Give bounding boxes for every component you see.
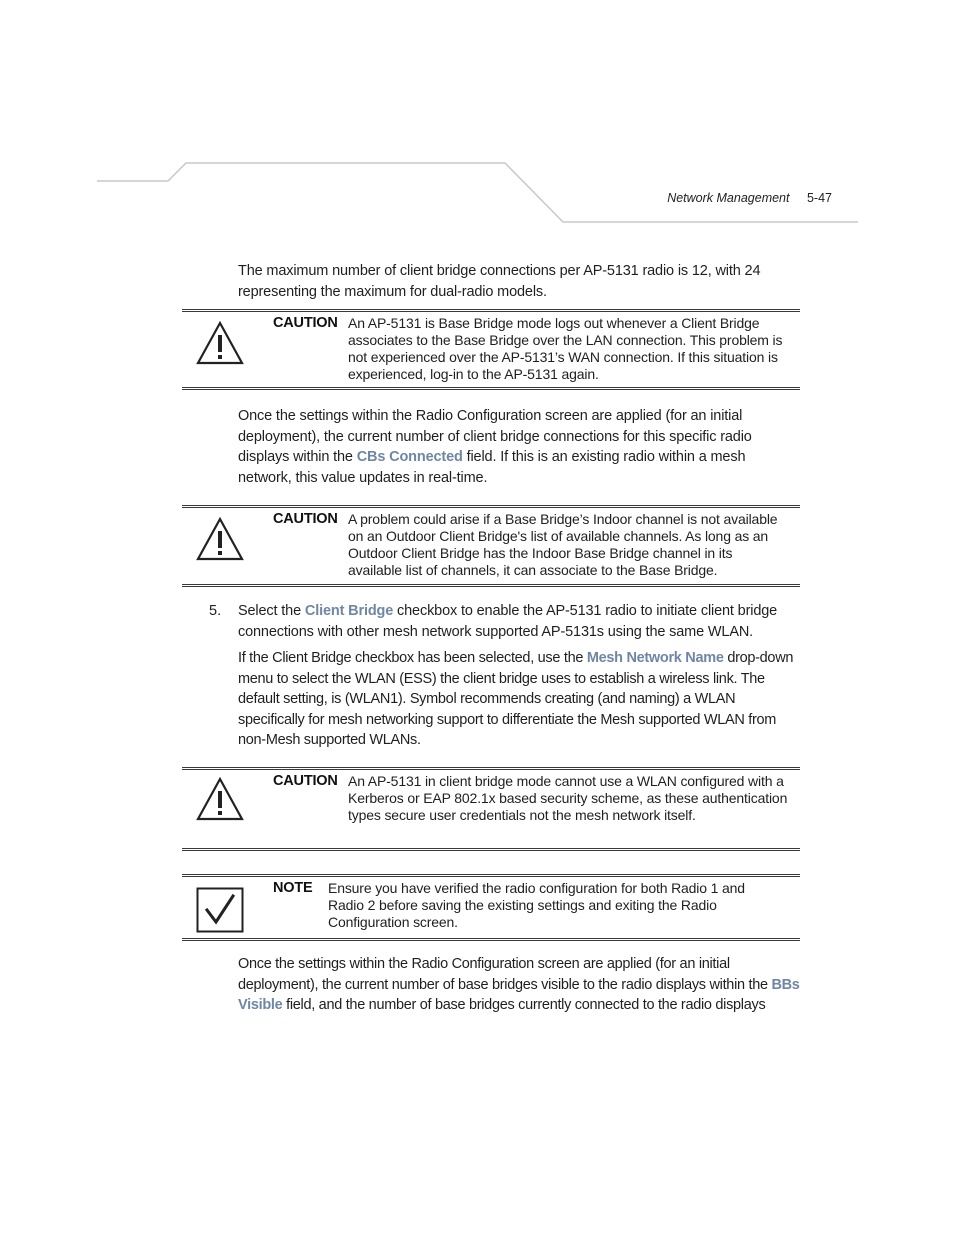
checkmark-box-icon <box>196 887 244 933</box>
warning-triangle-icon <box>195 516 245 562</box>
paragraph-max-connections: The maximum number of client bridge connections per AP-5131 radio is 12, with 24 representing the maximum for dual-radio models. <box>238 263 761 300</box>
field-name-mesh-network-name: Mesh Network Name <box>586 650 724 666</box>
paragraph-cbs-connected <box>238 406 800 488</box>
caution-box-2 <box>182 505 800 587</box>
p4-text-a: Once the settings within the Radio Configuration screen are applied (for an initial deployment), the current number of base bridges visible to the radio displays within the <box>238 956 772 993</box>
paragraph-bbs-visible <box>238 954 800 1016</box>
field-name-bbs-visible: BBs Visible <box>238 976 800 1013</box>
field-name-cbs-connected: CBs Connected <box>356 449 463 465</box>
header-page-number: 5-47 <box>806 191 832 205</box>
p2-text-a: Once the settings within the Radio Configuration screen are applied (for an initial deployment), the current number of client bridge connections for this specific radio displays within the <box>238 408 752 465</box>
step-5-text <box>238 601 800 642</box>
step-number: 5. <box>209 603 222 619</box>
warning-triangle-icon <box>195 320 245 366</box>
header-section-title: Network Management <box>667 191 790 205</box>
caution-label: CAUTION <box>273 315 338 331</box>
note-box <box>182 874 800 941</box>
note-label: NOTE <box>273 880 313 896</box>
p4-text-b: field, and the number of base bridges currently connected to the radio displays <box>282 997 766 1013</box>
caution-label: CAUTION <box>273 511 338 527</box>
p3-text-b: drop-down menu to select the WLAN (ESS) the client bridge uses to establish a wireless link. The default setting, is (WLAN1). Symbol recommends creating (and naming) a WLAN specifically for mesh networking support to differentiate the Mesh supported WLAN from non-Mesh supported WLANs. <box>238 650 794 748</box>
caution-box-1 <box>182 309 800 390</box>
page-header <box>667 191 832 205</box>
caution-text: An AP-5131 in client bridge mode cannot use a WLAN configured with a Kerberos or EAP 802.1x based security scheme, as these authentication types secure user credentials not the mesh network itself. <box>348 773 788 823</box>
step5-text-a: Select the <box>238 603 305 619</box>
p2-text-b: field. If this is an existing radio within a mesh network, this value updates in real-time. <box>238 449 746 486</box>
field-name-client-bridge: Client Bridge <box>304 603 394 619</box>
caution-text: An AP-5131 is Base Bridge mode logs out whenever a Client Bridge associates to the Base Bridge over the LAN connection. This problem is not experienced over the AP-5131’s WAN connection. If this situation is experienced, log-in to the AP-5131 again. <box>348 315 783 382</box>
step5-text-b: checkbox to enable the AP-5131 radio to initiate client bridge connections with other mesh network supported AP-5131s using the same WLAN. <box>238 603 778 640</box>
note-text: Ensure you have verified the radio configuration for both Radio 1 and Radio 2 before saving the existing settings and exiting the Radio Configuration screen. <box>328 880 745 930</box>
p3-text-a: If the Client Bridge checkbox has been selected, use the <box>238 650 587 666</box>
caution-box-3 <box>182 767 800 851</box>
caution-text: A problem could arise if a Base Bridge’s Indoor channel is not available on an Outdoor Client Bridge's list of available channels. As long as an Outdoor Client Bridge has the Indoor Base Bridge channel in its available list of channels, it can associate to the Base Bridge. <box>348 511 778 578</box>
caution-label: CAUTION <box>273 773 338 789</box>
warning-triangle-icon <box>195 776 245 822</box>
paragraph-mesh-network-name <box>238 648 800 751</box>
